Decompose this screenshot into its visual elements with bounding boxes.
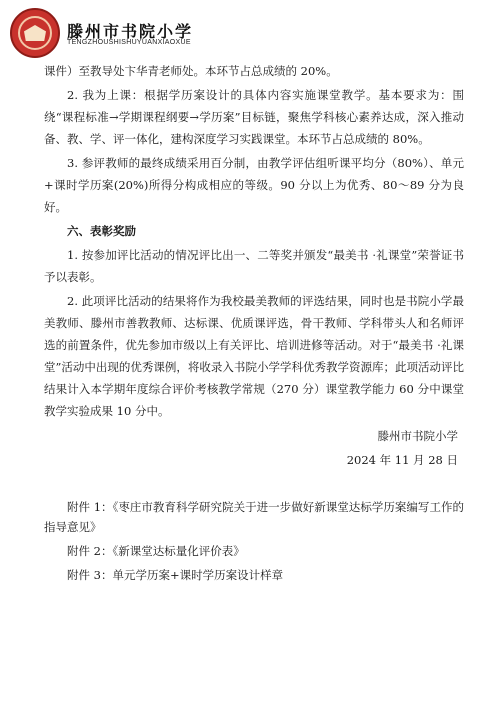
school-logo-icon [10, 8, 60, 58]
page-header [10, 8, 250, 60]
document-body [44, 60, 464, 472]
attachment-item: 附件 2：《新课堂达标量化评价表》 [67, 544, 245, 558]
signature-date: 2024 年 11 月 28 日 [346, 453, 458, 467]
attachments-list [44, 497, 464, 589]
paragraph-teaching: 2. 我为上课：根据学历案设计的具体内容实施课堂教学。基本要求为：围绕“课程标准→学期课程纲要→学历案”目标链，聚焦学科核心素养达成，深入推动备、教、学、评一体化，建构深度学习实践课堂。本环节占总成绩的 80%。 [44, 88, 464, 146]
paragraph-award-results: 2. 此项评比活动的结果将作为我校最美教师的评选结果，同时也是书院小学最美教师、滕州市善教教师、达标课、优质课评选，骨干教师、学科带头人和名师评选的前置条件，优先参加市级以上有关评比、培训进修等活动。对于“最美书 ·礼课堂”活动中出现的优秀课例，将收录入书院小学学科优秀教学资源库；此项活动评比结果计入本学期年度综合评价考核教学常规（270 分）课堂教学能力 60 分中课堂教学实验成果 10 分中。 [44, 294, 464, 418]
school-pinyin: TENGZHOUSHISHUYUANXIAOXUE [67, 39, 191, 46]
signature-org: 滕州市书院小学 [377, 429, 458, 443]
attachment-item: 附件 3：单元学历案+课时学历案设计样章 [67, 568, 284, 582]
paragraph-continued: 课件）至教导处卞华青老师处。本环节占总成绩的 20%。 [44, 64, 338, 78]
school-name: 滕州市书院小学 [67, 22, 194, 41]
paragraph-award-certificates: 1. 按参加评比活动的情况评比出一、二等奖并颁发“最美书 ·礼课堂”荣誉证书予以表彰。 [44, 248, 464, 284]
attachment-item: 附件 1：《枣庄市教育科学研究院关于进一步做好新课堂达标学历案编写工作的指导意见》 [44, 500, 464, 534]
logo-emblem-icon [24, 25, 46, 41]
section-title-awards: 六、表彰奖励 [67, 224, 136, 238]
paragraph-scoring: 3. 参评教师的最终成绩采用百分制，由教学评估组听课平均分（80%）、单元+课时学历案(20%)所得分构成相应的等级。90 分以上为优秀、80～89 分为良好。 [44, 156, 464, 214]
